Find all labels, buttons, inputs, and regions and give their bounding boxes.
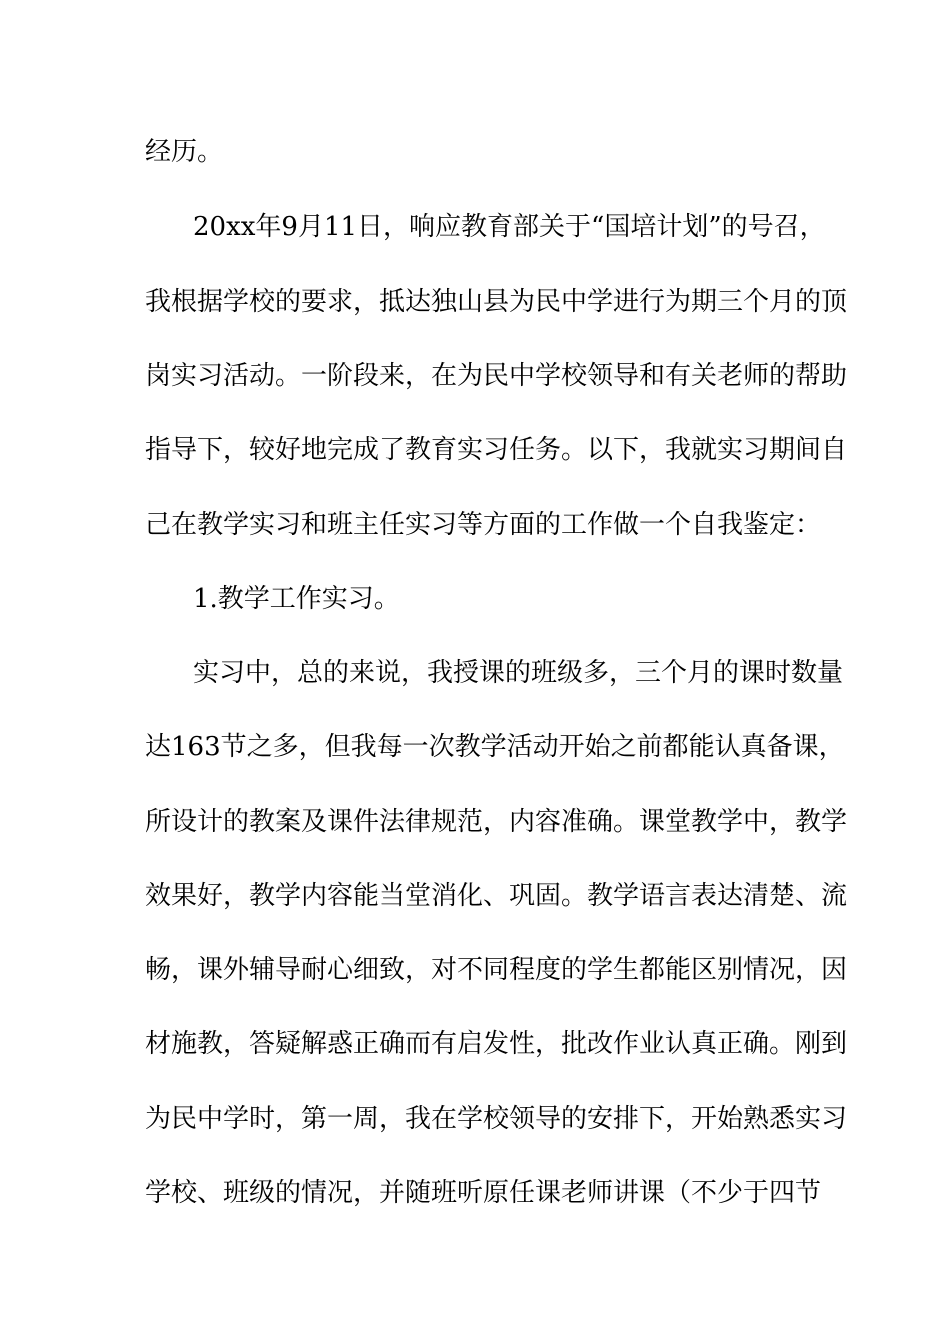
text-line-9: 达163节之多，但我每一次教学活动开始之前都能认真备课， xyxy=(145,732,845,762)
text-line-13: 材施教，答疑解惑正确而有启发性，批改作业认真正确。刚到 xyxy=(145,1029,848,1059)
text-line-4: 岗实习活动。一阶段来，在为民中学校领导和有关老师的帮助 xyxy=(145,361,848,391)
text-line-6: 己在教学实习和班主任实习等方面的工作做一个自我鉴定： xyxy=(145,510,822,540)
text-line-15: 学校、班级的情况，并随班听原任课老师讲课（不少于四节 xyxy=(145,1178,822,1208)
text-line-1: 经历。 xyxy=(145,137,224,167)
text-line-8: 实习中，总的来说，我授课的班级多，三个月的课时数量 xyxy=(193,658,844,688)
text-line-12: 畅，课外辅导耐心细致，对不同程度的学生都能区别情况，因 xyxy=(145,955,848,985)
section-heading: 1.教学工作实习。 xyxy=(193,584,400,614)
text-line-3: 我根据学校的要求，抵达独山县为民中学进行为期三个月的顶 xyxy=(145,287,848,317)
text-line-5: 指导下，较好地完成了教育实习任务。以下，我就实习期间自 xyxy=(145,435,848,465)
text-line-10: 所设计的教案及课件法律规范，内容准确。课堂教学中，教学 xyxy=(145,807,848,837)
text-line-14: 为民中学时，第一周，我在学校领导的安排下，开始熟悉实习 xyxy=(145,1104,848,1134)
text-line-11: 效果好，教学内容能当堂消化、巩固。教学语言表达清楚、流 xyxy=(145,881,848,911)
text-line-2: 20xx年9月11日，响应教育部关于“国培计划”的号召， xyxy=(193,212,826,242)
